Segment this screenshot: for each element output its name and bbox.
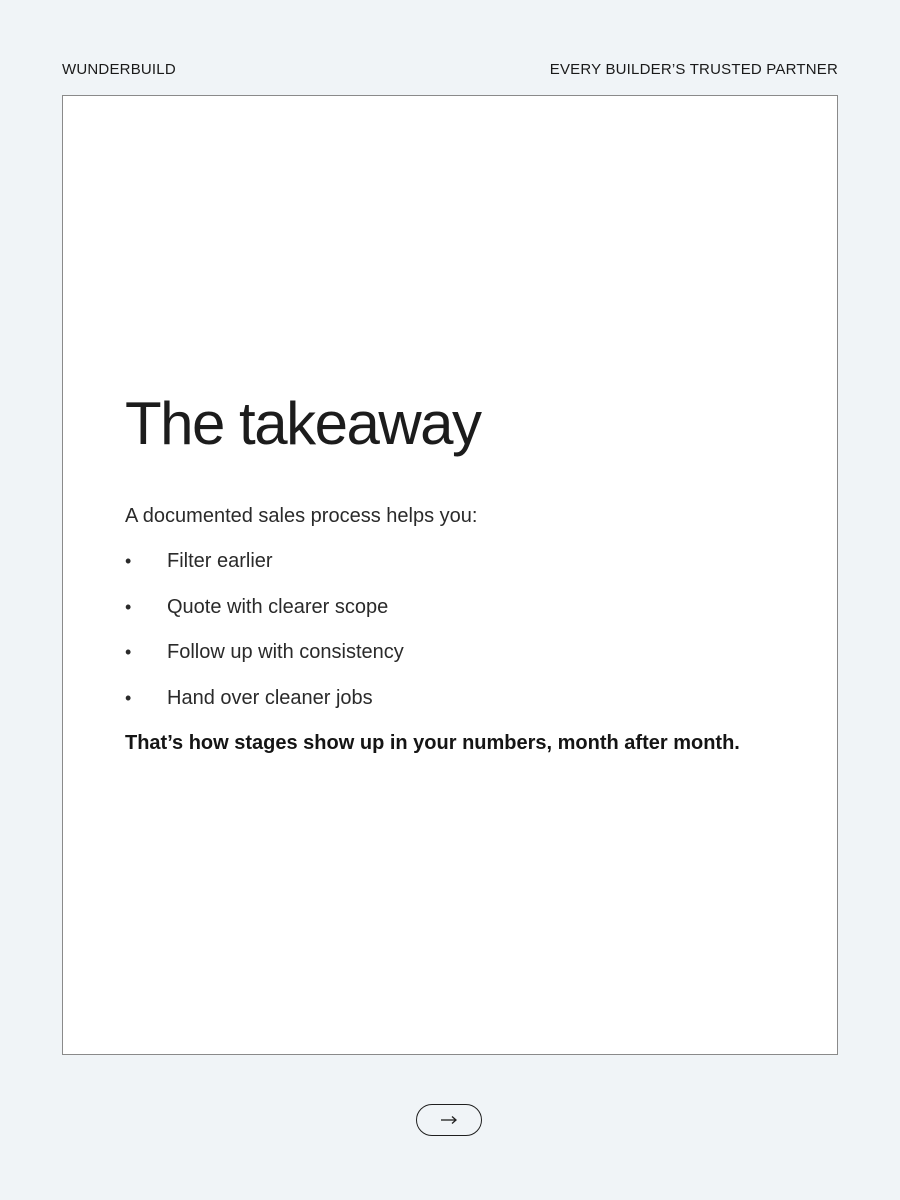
card-title: The takeaway: [125, 390, 481, 457]
card-intro: A documented sales process helps you:: [125, 505, 478, 527]
arrow-right-icon: [440, 1115, 458, 1125]
list-item-text: Filter earlier: [167, 550, 273, 572]
next-button[interactable]: [416, 1104, 482, 1136]
list-item-text: Quote with clearer scope: [167, 595, 389, 618]
bullet-icon: •: [125, 551, 132, 571]
bullet-icon: •: [125, 596, 132, 617]
top-bar: [62, 58, 838, 80]
bullet-icon: •: [125, 642, 132, 662]
bullet-icon: •: [125, 687, 132, 708]
brand-name: WUNDERBUILD: [62, 60, 176, 78]
list-item-text: Hand over cleaner jobs: [167, 686, 373, 709]
content-card: [62, 95, 838, 1055]
card-conclusion: That’s how stages show up in your numbers, month after month.: [125, 732, 740, 754]
list-item-text: Follow up with consistency: [167, 641, 404, 663]
brand-tagline: EVERY BUILDER’S TRUSTED PARTNER: [549, 60, 838, 78]
